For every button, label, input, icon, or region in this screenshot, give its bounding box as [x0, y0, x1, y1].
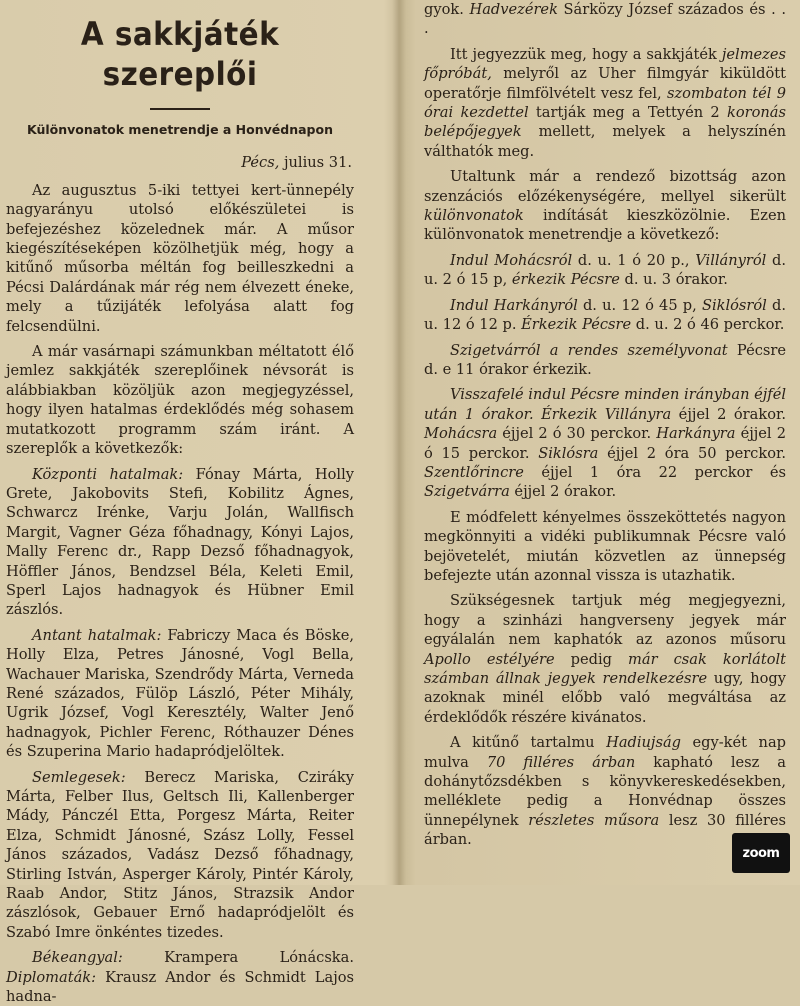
paragraph-entente — [6, 626, 354, 762]
label-neutrals: Semlegesek: — [32, 768, 126, 786]
text-r8-b: pedig — [554, 650, 629, 668]
text-r3-it1: Indul Mohácsról — [450, 251, 573, 269]
text-r1-b: melyről az Uher filmgyár kiküldött operatőrje filmfölvételt vesz fel, — [424, 65, 786, 102]
text-r1-a: Itt jegyezzük meg, hogy a sakkjáték — [450, 45, 722, 63]
text-r1-it1: jelmezes főpróbát, — [424, 45, 786, 83]
page-fold — [392, 0, 406, 885]
paragraph-connection: E módfelett kényelmes összeköttetés nagyon megkönnyiti a vidéki publikumnak Pécsre való bejövetelét, miután közvetlen az ünnepség befejezte után azonnal vissza is utazhatik. — [424, 508, 786, 584]
text-r6-it2: Mohácsra — [424, 425, 498, 443]
text-r8-it1: Apollo estélyére — [424, 650, 555, 668]
text-central-powers: Fónay Márta, Holly Grete, Jakobovits Stefi, Kobilitz Ágnes, Schwarcz Irénke, Varju Jolán, Wallfisch Margit, Vagner Géza főhadnagy, Kónyi Lajos, Mally Ferenc dr., Rapp Dezső főhadnagyok, Höffler János, Bendzsel Béla, Keleti Emil, Sperl Lajos hadnagyok és Hübner Emil zászlós. — [6, 465, 354, 619]
text-r6-f: éjjel 2 órakor. — [509, 483, 617, 501]
text-r6-it3: Harkányra — [656, 425, 736, 443]
paragraph-schedule-mohacs — [424, 251, 786, 290]
headline-divider — [150, 108, 210, 110]
text-r1-it2: szombaton tél 9 órai kezdettel — [424, 84, 786, 122]
text-neutrals: Berecz Mariska, Cziráky Márta, Felber Ilus, Geltsch Ili, Kallenberger Mády, Pánczél Etta, Porgesz Márta, Reiter Elza, Schmidt Jánosné, Szász Lolly, Fessel János százados, Vadász Dezső főhadnagy, Stirling István, Asperger Károly, Pintér Károly, Raab Andor, Stitz János, Strazsik Andor zászlósok, Gebauer Ernő hadapródjelölt és Szabó Imre önkéntes tizedes. — [6, 768, 354, 941]
article-headline: A sakkjáték szereplői — [80, 15, 280, 93]
text-r6-it1: Visszafelé indul Pécsre minden irányban éjfél után 1 órakor. Érkezik Villányra — [424, 386, 786, 423]
text-r9-it3: részletes műsora — [528, 811, 660, 829]
label-central-powers: Központi hatalmak: — [32, 465, 184, 483]
text-r3-a: d. u. 1 ó 20 p., — [572, 251, 696, 269]
paragraph-peace-angel — [6, 948, 354, 1006]
text-r8-it2: már csak korlátolt számban állnak jegyek rendelkezésre — [424, 650, 787, 687]
right-column — [424, 0, 786, 885]
text-r5-it: Szigetvárról a rendes személyvonat — [450, 341, 728, 359]
text-r3-b: d. u. 2 ó 15 p, — [424, 251, 786, 289]
label-peace-angel: Békeangyal: — [32, 949, 123, 967]
paragraph-schedule-szigetvar — [424, 341, 786, 380]
paragraph-neutrals — [6, 768, 354, 943]
text-r4-c: d. u. 2 ó 46 perckor. — [631, 316, 785, 334]
paragraph-cast-intro: A már vasárnapi számunkban méltatott élő jemlez sakkjáték szereplőinek névsorát is alábbiakban közöljük azon megjegyzéssel, hogy ilyen hatalmas érdeklődés még sohasem mutatkozott programm szám iránt. A szereplők a következők: — [6, 343, 354, 458]
dateline-place: Pécs, — [241, 154, 280, 172]
text-r3-it2: Villányról — [695, 251, 767, 269]
text-r4-it1: Indul Harkányról — [450, 296, 578, 314]
paragraph-schedule-harkany — [424, 296, 786, 335]
text-r5-a: Pécsre d. e 11 órakor érkezik. — [424, 341, 786, 378]
text-entente: Fabriczy Maca és Böske, Holly Elza, Petres Jánosné, Vogl Bella, Wachauer Mariska, Szendrődy Márta, Verneda René százados, Fülöp László, Péter Mihály, Ugrik József, Vogl Keresztély, Walter Jenő hadnagyok, Pichler Ferenc, Róthauzer Dénes és Szuperina Mario hadapródjelöltek. — [6, 626, 354, 761]
text-r4-it2: Siklósról — [701, 296, 767, 314]
paragraph-hadiujsag — [424, 733, 786, 849]
text-diplomats: Krausz Andor és Schmidt Lajos hadna- — [6, 968, 354, 1006]
left-column — [6, 0, 354, 1006]
text-r6-it4: Siklósra — [538, 444, 599, 462]
text-commanders-a: gyok. — [424, 1, 470, 18]
text-r9-it1: Hadiujság — [606, 734, 681, 752]
text-r6-d: éjjel 2 óra 50 perckor. — [598, 444, 786, 462]
text-r8-c: ugy, hogy azoknak minél előbb való megváltása az érdeklődők részére kivánatos. — [424, 670, 786, 726]
text-r6-a: éjjel 2 órakor. — [671, 405, 786, 423]
dateline-date: julius 31. — [284, 154, 352, 172]
text-r4-a: d. u. 12 ó 45 p, — [577, 296, 702, 314]
paragraph-commanders — [424, 0, 786, 39]
text-r1-it3: koronás belépőjegyek — [424, 104, 786, 141]
text-r9-a: A kitűnő tartalmu — [450, 734, 607, 752]
text-r1-c: tartják meg a Tettyén 2 — [528, 104, 728, 122]
text-r1-d: mellett, melyek a helyszínén válthatók meg. — [424, 123, 786, 160]
text-r2-a: Utaltunk már a rendező bizottság azon szenzációs előzékenységére, mellyel sikerült — [424, 168, 786, 205]
text-r9-it2: 70 filléres árban — [486, 753, 636, 771]
article-subheadline: Különvonatok menetrendje a Honvédnapon — [27, 122, 333, 137]
label-entente: Antant hatalmak: — [32, 626, 162, 644]
text-r6-c: éjjel 2 ó 15 perckor. — [424, 425, 786, 462]
text-r9-c: kapható lesz a dohánytőzsdékben s könyvkereskedésekben, melléklete pedig a Honvédnap összes ünnepélynek — [424, 753, 786, 829]
text-r3-c: d. u. 3 órakor. — [619, 271, 728, 289]
text-r4-it3: Érkezik Pécsre — [521, 316, 632, 334]
text-peace-angel: Krampera Lónácska. — [122, 949, 354, 967]
zoom-logo-icon[interactable]: zoom — [732, 833, 790, 873]
text-r9-d: lesz 30 filléres árban. — [424, 811, 787, 849]
label-commanders: Hadvezérek — [469, 1, 558, 18]
text-r6-it6: Szigetvárra — [424, 483, 510, 501]
text-r9-b: egy-két nap mulva — [424, 734, 786, 771]
text-r8-a: Szükségesnek tartjuk még megjegyezni, hogy a szinházi hangverseny jegyek már egyálalán nem kaphatók az azonos műsoru — [424, 592, 786, 649]
paragraph-special-trains — [424, 167, 786, 245]
text-commanders-b: Sárközy József százados és . . . — [424, 1, 787, 38]
paragraph-return-trains — [424, 385, 786, 501]
paragraph-rehearsal — [424, 45, 786, 161]
text-r3-it3: érkezik Pécsre — [511, 271, 620, 289]
paragraph-central-powers — [6, 465, 354, 620]
dateline — [6, 153, 352, 172]
text-r4-b: d. u. 12 ó 12 p. — [424, 296, 787, 334]
paragraph-tickets — [424, 591, 786, 727]
text-r6-e: éjjel 1 óra 22 perckor és — [523, 463, 786, 481]
paragraph-intro: Az augusztus 5-iki tettyei kert-ünnepély nagyarányu utolsó előkészületei is befejezéshez közelednek már. A műsor kiegészítéseképen közölhetjük még, hogy a kitűnő műsorba méltán fog beilleszkedni a Pécsi Dalárdának már rég nem élvezett éneke, mely a tűzijáték lefolyása alatt fog felcsendülni. — [6, 181, 354, 335]
label-diplomats: Diplomaták: — [6, 968, 97, 986]
text-r2-it: különvonatok — [424, 207, 524, 225]
text-r6-it5: Szentlőrincre — [424, 463, 524, 481]
text-r2-b: indítását kieszközölnie. Ezen különvonatok menetrendje a következő: — [424, 207, 786, 244]
text-r6-b: éjjel 2 ó 30 perckor. — [497, 425, 657, 443]
